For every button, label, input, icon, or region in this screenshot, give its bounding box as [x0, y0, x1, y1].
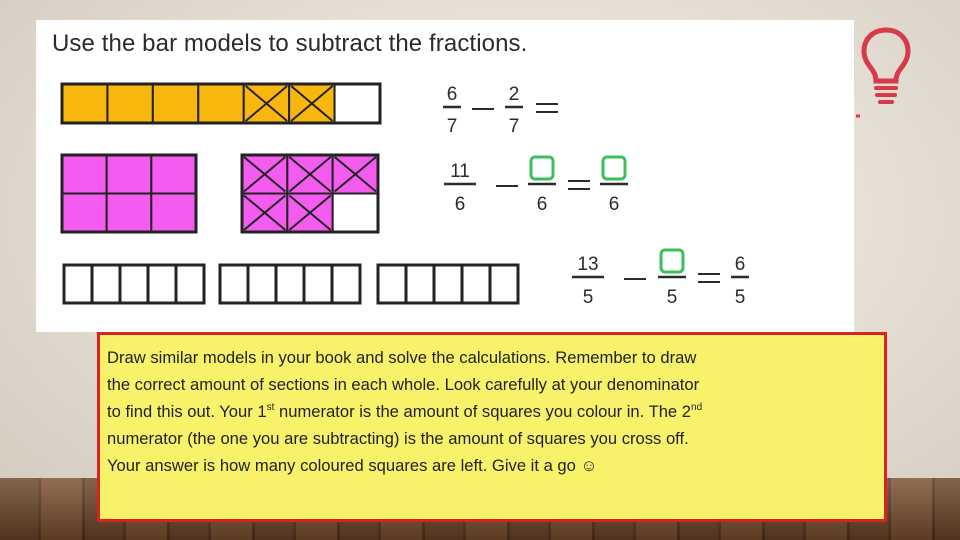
- eq2-first-numerator: 11: [450, 161, 470, 182]
- instructions-note: [97, 332, 887, 522]
- eq3-answer-numerator: 6: [734, 254, 746, 275]
- note-line-2: the correct amount of sections in each whole. Look carefully at your denominator: [107, 375, 700, 394]
- note-line-5: Your answer is how many coloured squares are left. Give it a go ☺: [107, 456, 598, 475]
- equation-2: [444, 157, 628, 215]
- bar-cell: [198, 84, 243, 123]
- note-line-1: Draw similar models in your book and solve the calculations. Remember to draw: [107, 348, 697, 367]
- bar-cell: [406, 265, 434, 303]
- bar-cell: [304, 265, 332, 303]
- eq1-second-numerator: 2: [508, 84, 520, 105]
- bar-cell: [62, 155, 107, 194]
- bar-cell: [107, 194, 152, 233]
- bar-cell: [107, 155, 152, 194]
- bar-cell: [434, 265, 462, 303]
- eq3-first-denominator: 5: [582, 287, 594, 308]
- eq1-first-numerator: 6: [446, 84, 458, 105]
- bar-cell: [62, 194, 107, 233]
- answer-box: [603, 157, 625, 179]
- eq1-second-denominator: 7: [508, 116, 520, 137]
- worksheet-title: Use the bar models to subtract the fractions.: [52, 30, 528, 57]
- equation-3: [572, 250, 749, 308]
- bar-cell: [151, 155, 196, 194]
- eq1-first-denominator: 7: [446, 116, 458, 137]
- bar-cell: [120, 265, 148, 303]
- eq2-answer-denominator: 6: [608, 194, 620, 215]
- bar-cell: [220, 265, 248, 303]
- bar-cell: [151, 194, 196, 233]
- instructions-text: [107, 344, 885, 479]
- bar-cell: [153, 84, 198, 123]
- answer-box: [531, 157, 553, 179]
- bar-cell: [378, 265, 406, 303]
- bar-cell: [276, 265, 304, 303]
- note-line-4: numerator (the one you are subtracting) is the amount of squares you cross off.: [107, 429, 689, 448]
- bar-cell: [462, 265, 490, 303]
- bar-cell: [107, 84, 152, 123]
- eq3-first-numerator: 13: [577, 254, 599, 275]
- note-line-3: to find this out. Your 1st numerator is the amount of squares you colour in. The 2nd: [107, 402, 703, 421]
- answer-box: [661, 250, 683, 272]
- bar-cell: [490, 265, 518, 303]
- lightbulb-icon: [856, 24, 916, 124]
- eq2-first-denominator: 6: [454, 194, 466, 215]
- bar-cell: [332, 265, 360, 303]
- bar-cell: [62, 84, 107, 123]
- bar-cell: [333, 194, 378, 233]
- eq3-answer-denominator: 5: [734, 287, 746, 308]
- eq3-second-denominator: 5: [666, 287, 678, 308]
- bar-cell: [335, 84, 380, 123]
- eq2-second-denominator: 6: [536, 194, 548, 215]
- bar-cell: [148, 265, 176, 303]
- bar-cell: [92, 265, 120, 303]
- bar-cell: [64, 265, 92, 303]
- bar-cell: [176, 265, 204, 303]
- bar-cell: [248, 265, 276, 303]
- equation-1: [443, 84, 558, 137]
